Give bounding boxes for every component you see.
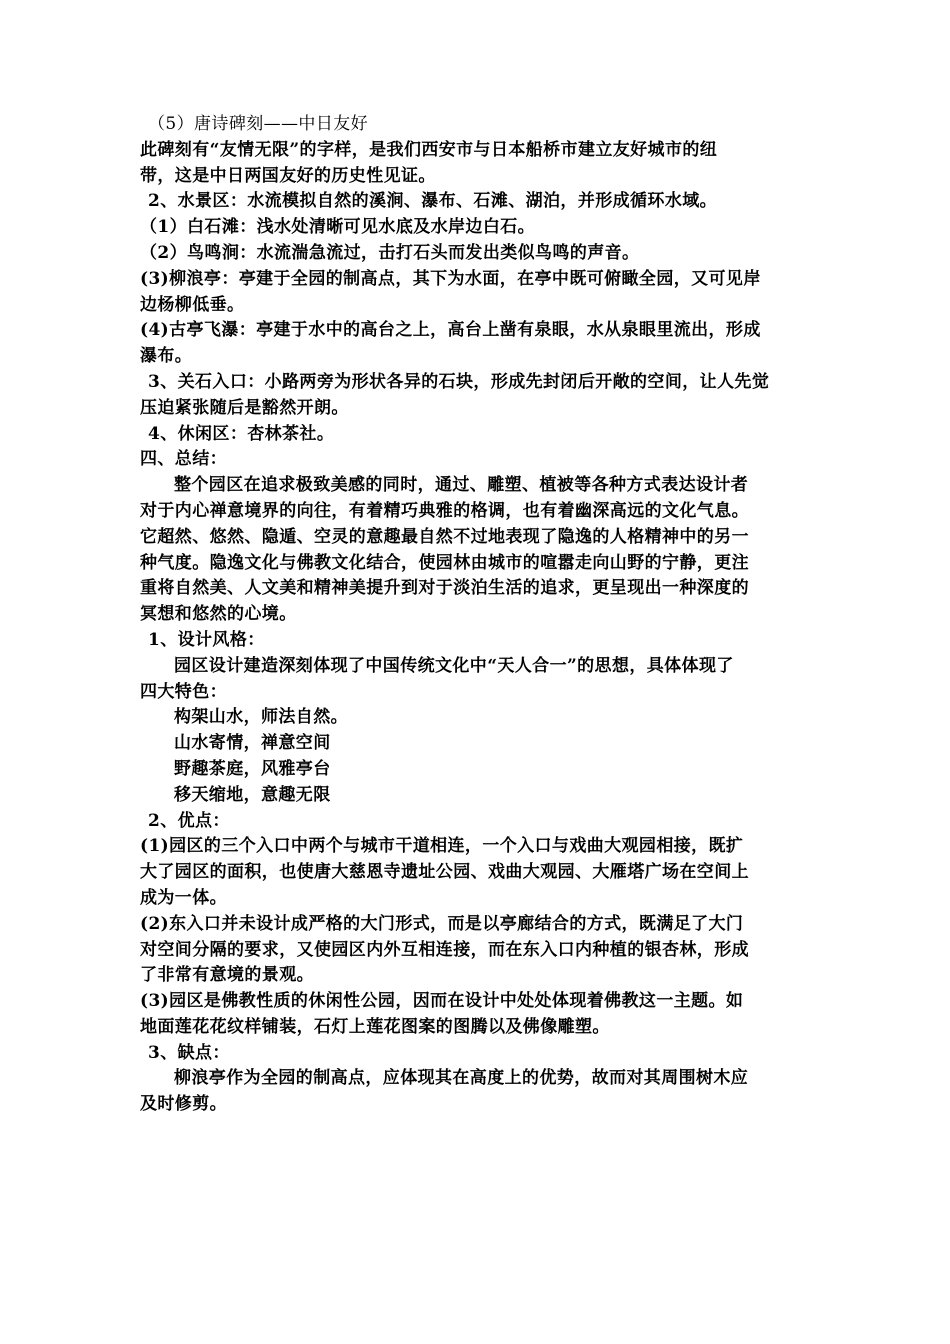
text-line: 瀑布。 <box>140 346 193 367</box>
text-line: 四、总结： <box>140 449 227 470</box>
text-line: (3)园区是佛教性质的休闲性公园，因而在设计中处处体现着佛教这一主题。如 <box>140 991 744 1012</box>
text-line: 了非常有意境的景观。 <box>140 965 314 986</box>
text-line: 压迫紧张随后是豁然开朗。 <box>140 397 349 418</box>
text-line: 大了园区的面积，也使唐大慈恩寺遗址公园、戏曲大观园、大雁塔广场在空间上 <box>140 862 749 883</box>
text-line: 3、缺点： <box>148 1042 230 1063</box>
text-line: 种气度。隐逸文化与佛教文化结合，使园林由城市的喧嚣走向山野的宁静，更注 <box>140 552 749 573</box>
text-line: 及时修剪。 <box>140 1094 227 1115</box>
text-line: 3、关石入口：小路两旁为形状各异的石块，形成先封闭后开敞的空间，让人先觉 <box>148 371 770 392</box>
text-line: (3)柳浪亭：亭建于全园的制高点，其下为水面，在亭中既可俯瞰全园，又可见岸 <box>140 268 761 289</box>
text-line: (4)古亭飞瀑：亭建于水中的高台之上，高台上凿有泉眼，水从泉眼里流出，形成 <box>140 320 761 341</box>
text-line: 对于内心禅意境界的向往，有着精巧典雅的格调，也有着幽深高远的文化气息。 <box>140 500 749 521</box>
document-body <box>140 112 816 1118</box>
text-line: 移天缩地，意趣无限 <box>174 784 331 805</box>
text-line: （5）唐诗碑刻——中日友好 <box>148 114 369 134</box>
text-line: 1、设计风格： <box>148 629 265 650</box>
text-line: 边杨柳低垂。 <box>140 294 245 315</box>
text-line: 2、优点： <box>148 810 230 831</box>
text-line: 此碑刻有“友情无限”的字样，是我们西安市与日本船桥市建立友好城市的纽 <box>140 139 718 160</box>
text-line: 构架山水，师法自然。 <box>174 707 348 728</box>
text-line: 重将自然美、人文美和精神美提升到对于淡泊生活的追求，更呈现出一种深度的 <box>140 578 749 599</box>
text-line: 柳浪亭作为全园的制高点，应体现其在高度上的优势，故而对其周围树木应 <box>174 1068 749 1089</box>
text-line: 冥想和悠然的心境。 <box>140 604 297 625</box>
text-line: 对空间分隔的要求，又使园区内外互相连接，而在东入口内种植的银杏林，形成 <box>140 939 749 960</box>
text-line: 它超然、悠然、隐遁、空灵的意趣最自然不过地表现了隐逸的人格精神中的另一 <box>140 526 749 547</box>
text-line: (2)东入口并未设计成严格的大门形式，而是以亭廊结合的方式，既满足了大门 <box>140 913 744 934</box>
text-line: 2、水景区：水流模拟自然的溪涧、瀑布、石滩、湖泊，并形成循环水域。 <box>148 191 718 212</box>
text-line: 带，这是中日两国友好的历史性见证。 <box>140 165 436 186</box>
text-line: 园区设计建造深刻体现了中国传统文化中“天人合一”的思想，具体体现了 <box>174 655 734 676</box>
text-line: （1）白石滩：浅水处清晰可见水底及水岸边白石。 <box>140 217 536 238</box>
text-line: 4、休闲区：杏林茶社。 <box>148 423 335 444</box>
text-line: 地面莲花花纹样铺装，石灯上莲花图案的图腾以及佛像雕塑。 <box>140 1016 610 1037</box>
text-line: 山水寄情，禅意空间 <box>174 733 331 754</box>
text-line: 整个园区在追求极致美感的同时，通过、雕塑、植被等各种方式表达设计者 <box>174 475 749 496</box>
text-line: 成为一体。 <box>140 887 227 908</box>
text-line: (1)园区的三个入口中两个与城市干道相连，一个入口与戏曲大观园相接，既扩 <box>140 836 744 857</box>
text-line: 四大特色： <box>140 681 227 702</box>
text-line: 野趣茶庭，风雅亭台 <box>174 758 331 779</box>
text-line: （2）鸟鸣涧：水流湍急流过，击打石头而发出类似鸟鸣的声音。 <box>140 242 640 263</box>
